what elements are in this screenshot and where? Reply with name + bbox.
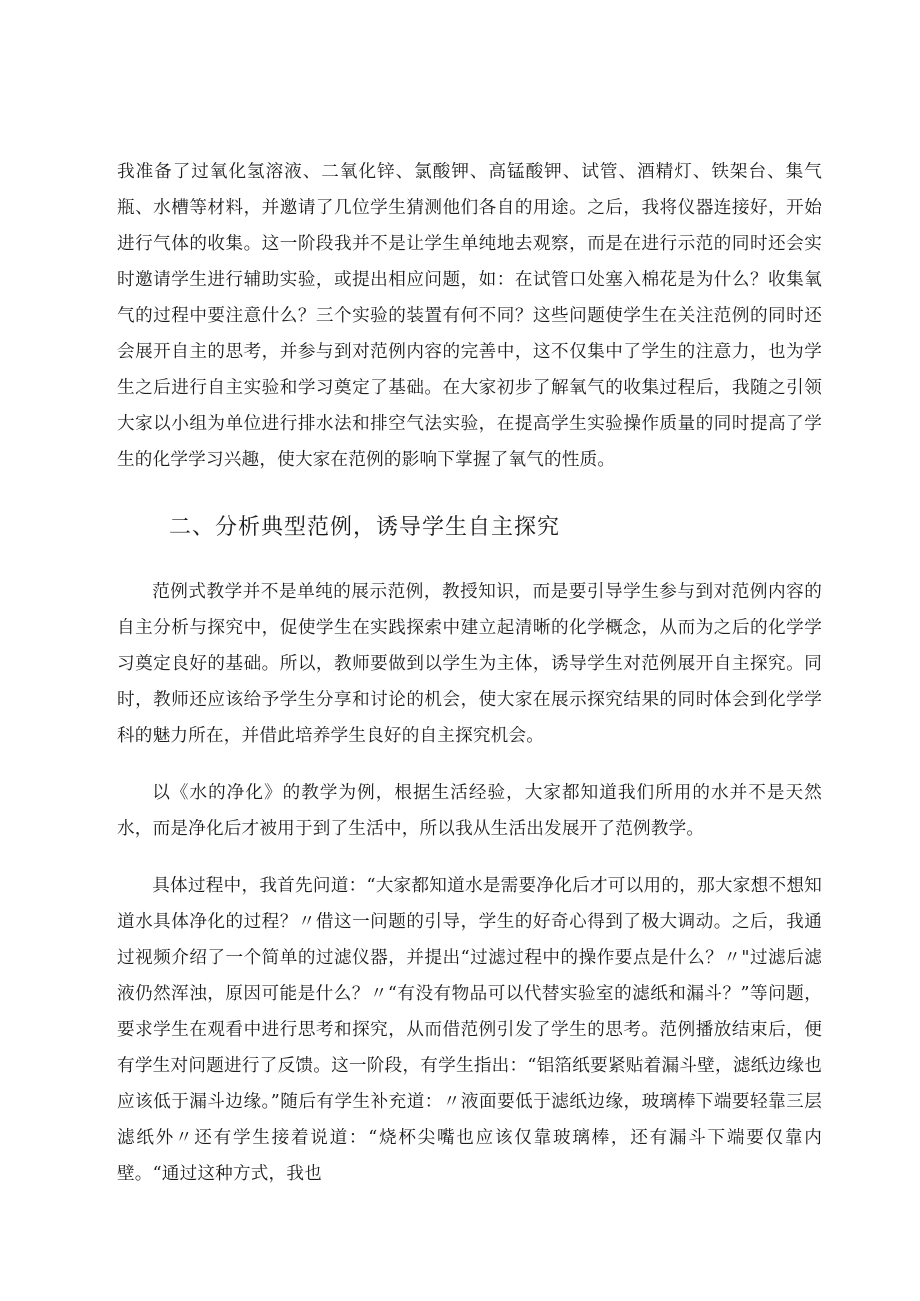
paragraph-water-purification: 以《水的净化》的教学为例，根据生活经验，大家都知道我们所用的水并不是天然水，而是净化后才被用于到了生活中，所以我从生活出发展开了范例教学。 bbox=[117, 783, 822, 839]
section-heading: 二、分析典型范例，诱导学生自主探究 bbox=[169, 515, 561, 540]
paragraph-example-teaching: 范例式教学并不是单纯的展示范例，教授知识，而是要引导学生参与到对范例内容的自主分析与探究中，促使学生在实践探索中建立起清晰的化学概念，从而为之后的化学学习奠定良好的基础。所以，教师要做到以学生为主体，诱导学生对范例展开自主探究。同时，教师还应该给予学生分享和讨论的机会，使大家在展示探究结果的同时体会到化学学科的魅力所在，并借此培养学生良好的自主探究机会。 bbox=[117, 582, 822, 746]
paragraph-process-detail: 具体过程中，我首先问道：“大家都知道水是需要净化后才可以用的，那大家想不想知道水具体净化的过程？〃借这一问题的引导，学生的好奇心得到了极大调动。之后，我通过视频介绍了一个简单的过滤仪器，并提出“过滤过程中的操作要点是什么？〃"过滤后滤液仍然浑浊，原因可能是什么？〃“有没有物品可以代替实验室的滤纸和漏斗？”等问题，要求学生在观看中进行思考和探究，从而借范例引发了学生的思考。范例播放结束后，便有学生对问题进行了反馈。这一阶段，有学生指出：“铝箔纸要紧贴着漏斗壁，滤纸边缘也应该低于漏斗边缘。”随后有学生补充道：〃液面要低于滤纸边缘，玻璃棒下端要轻靠三层滤纸外〃还有学生接着说道：“烧杯尖嘴也应该仅靠玻璃棒，还有漏斗下端要仅靠内壁。“通过这种方式，我也 bbox=[117, 876, 822, 1184]
paragraph-oxygen-experiment: 我准备了过氧化氢溶液、二氧化锌、氯酸钾、高锰酸钾、试管、酒精灯、铁架台、集气瓶、水槽等材料，并邀请了几位学生猜测他们各自的用途。之后，我将仪器连接好，开始进行气体的收集。这一阶段我并不是让学生单纯地去观察，而是在进行示范的同时还会实时邀请学生进行辅助实验，或提出相应问题，如：在试管口处塞入棉花是为什么？收集氧气的过程中要注意什么？三个实验的装置有何不同？这些问题使学生在关注范例的同时还会展开自主的思考，并参与到对范例内容的完善中，这不仅集中了学生的注意力，也为学生之后进行自主实验和学习奠定了基础。在大家初步了解氧气的收集过程后，我随之引领大家以小组为单位进行排水法和排空气法实验，在提高学生实验操作质量的同时提高了学生的化学学习兴趣，使大家在范例的影响下掌握了氧气的性质。 bbox=[117, 162, 822, 470]
document-body bbox=[117, 154, 822, 1192]
